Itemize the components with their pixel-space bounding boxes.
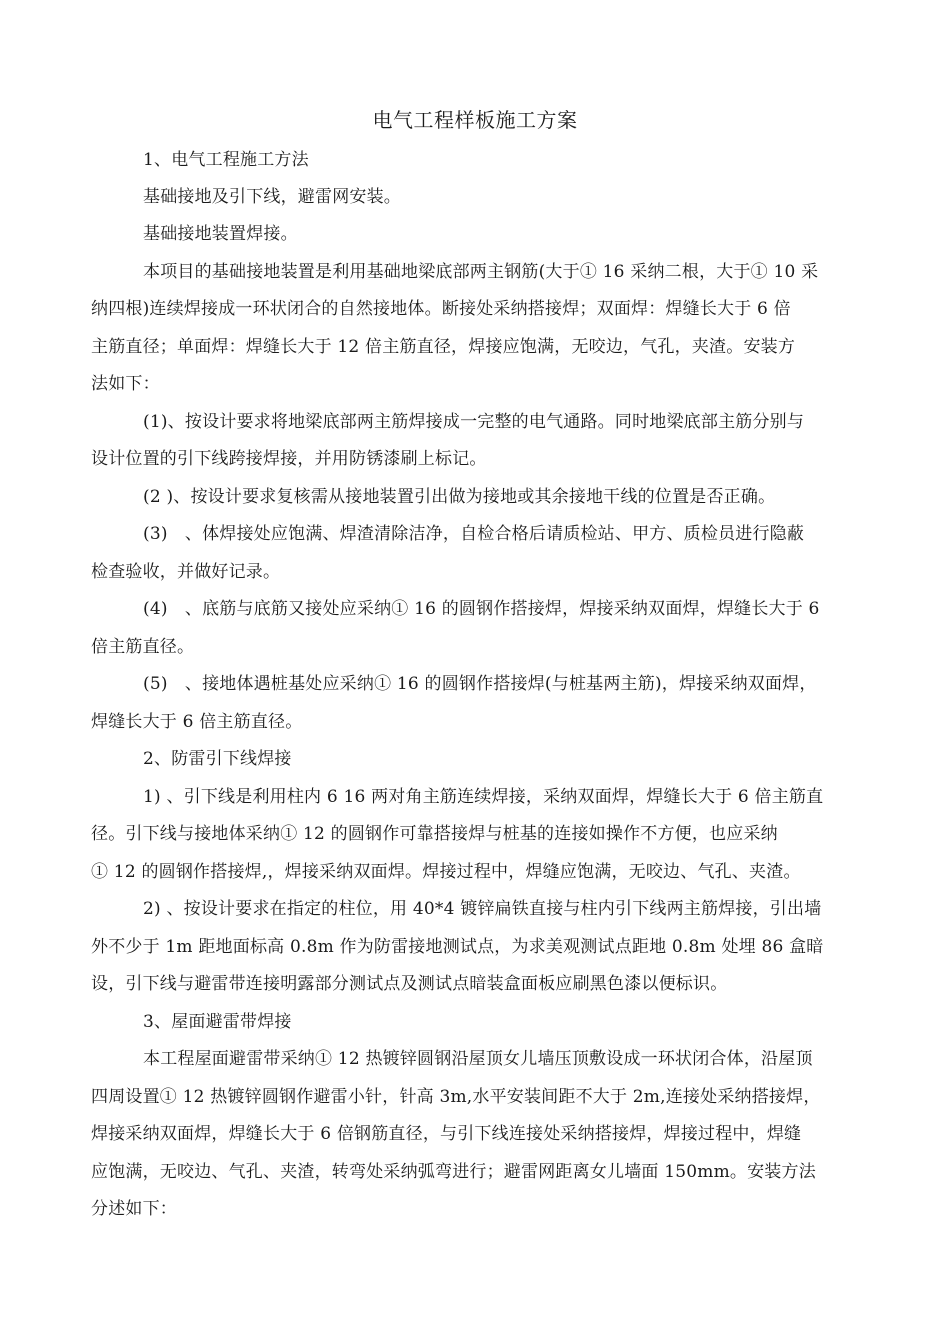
list-item-line: 径。引下线与接地体采纳① 12 的圆钢作可靠搭接焊与桩基的连接如操作不方便，也应采纳 [91, 824, 778, 844]
paragraph-line: 应饱满，无咬边、气孔、夹渣，转弯处采纳弧弯进行；避雷网距离女儿墙面 150mm。安装方法 [91, 1162, 816, 1182]
section-heading: 2、防雷引下线焊接 [143, 749, 292, 769]
text-line: 基础接地及引下线，避雷网安装。 [143, 187, 401, 207]
section-heading: 1、电气工程施工方法 [143, 150, 309, 170]
paragraph-line: 焊接采纳双面焊，焊缝长大于 6 倍钢筋直径，与引下线连接处采纳搭接焊，焊接过程中，焊缝 [91, 1124, 802, 1144]
list-item-line: ① 12 的圆钢作搭接焊,，焊接采纳双面焊。焊接过程中，焊缝应饱满，无咬边、气孔、夹渣。 [91, 862, 801, 882]
list-item-line: 检查验收，并做好记录。 [91, 562, 281, 582]
paragraph-line: 本项目的基础接地装置是利用基础地梁底部两主钢筋(大于① 16 采纳二根，大于① 10 采 [143, 262, 819, 282]
text-line: 基础接地装置焊接。 [143, 224, 298, 244]
list-item-line: 焊缝长大于 6 倍主筋直径。 [91, 712, 303, 732]
list-item-line: 1) 、引下线是利用柱内 6 16 两对角主筋连续焊接，采纳双面焊，焊缝长大于 6 倍主筋直 [143, 787, 824, 807]
list-item-line: (3) 、体焊接处应饱满、焊渣清除洁净，自检合格后请质检站、甲方、质检员进行隐蔽 [143, 524, 805, 544]
list-item-line: 设计位置的引下线跨接焊接，并用防锈漆刷上标记。 [91, 449, 487, 469]
list-item-line: (1)、按设计要求将地梁底部两主筋焊接成一完整的电气通路。同时地梁底部主筋分别与 [143, 412, 805, 432]
list-item-line: (5) 、接地体遇桩基处应采纳① 16 的圆钢作搭接焊(与桩基两主筋)，焊接采纳双面焊， [143, 674, 817, 694]
paragraph-line: 本工程屋面避雷带采纳① 12 热镀锌圆钢沿屋顶女儿墙压顶敷设成一环状闭合体，沿屋顶 [143, 1049, 813, 1069]
list-item-line: (4) 、底筋与底筋又接处应采纳① 16 的圆钢作搭接焊，焊接采纳双面焊，焊缝长大于 6 [143, 599, 820, 619]
list-item-line: 设，引下线与避雷带连接明露部分测试点及测试点暗装盒面板应刷黑色漆以便标识。 [91, 974, 728, 994]
document-title: 电气工程样板施工方案 [372, 108, 578, 132]
section-heading: 3、屋面避雷带焊接 [143, 1012, 292, 1032]
list-item-line: 外不少于 1m 距地面标高 0.8m 作为防雷接地测试点，为求美观测试点距地 0.8m 处埋 86 盒暗 [91, 937, 824, 957]
list-item-line: (2 )、按设计要求复核需从接地装置引出做为接地或其余接地干线的位置是否正确。 [143, 487, 776, 507]
paragraph-line: 法如下： [91, 374, 160, 394]
paragraph-line: 分述如下： [91, 1199, 177, 1219]
paragraph-line: 主筋直径；单面焊：焊缝长大于 12 倍主筋直径，焊接应饱满，无咬边，气孔，夹渣。安装方 [91, 337, 796, 357]
paragraph-line: 纳四根)连续焊接成一环状闭合的自然接地体。断接处采纳搭接焊；双面焊：焊缝长大于 6 倍 [91, 299, 791, 319]
list-item-line: 倍主筋直径。 [91, 637, 195, 657]
list-item-line: 2) 、按设计要求在指定的柱位，用 40*4 镀锌扁铁直接与柱内引下线两主筋焊接，引出墙 [143, 899, 822, 919]
paragraph-line: 四周设置① 12 热镀锌圆钢作避雷小针，针高 3m,水平安装间距不大于 2m,连接处采纳搭接焊， [91, 1087, 821, 1107]
